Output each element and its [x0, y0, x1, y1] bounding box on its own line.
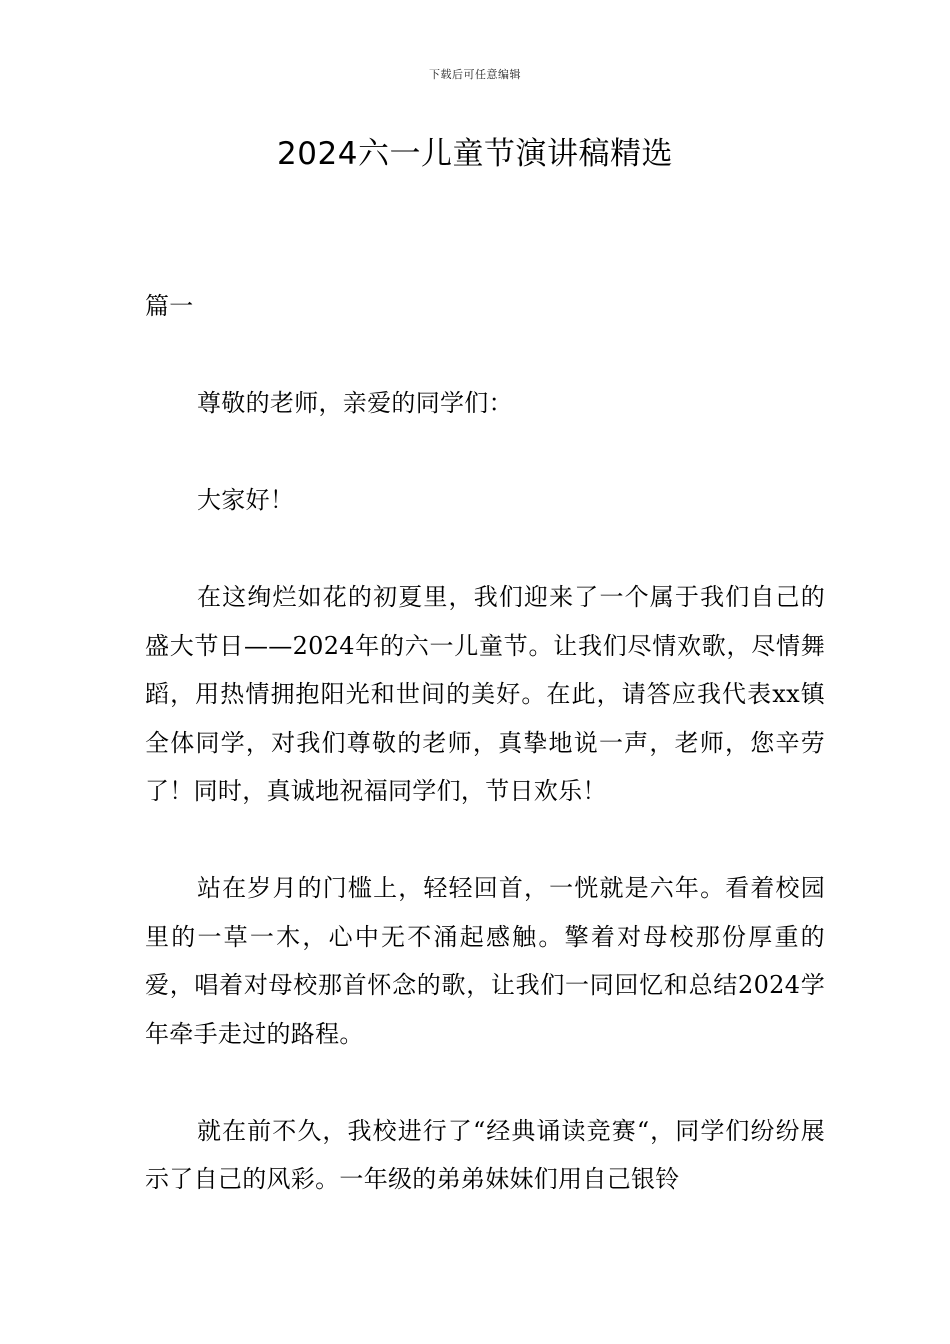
header-note: 下载后可任意编辑: [429, 68, 521, 81]
section-label: 篇一: [145, 292, 194, 320]
paragraph-contest: 就在前不久，我校进行了“经典诵读竞赛“，同学们纷纷展示了自己的风彩。一年级的弟弟妹妹们用自己银铃: [145, 1116, 825, 1193]
document-title: 2024六一儿童节演讲稿精选: [277, 136, 673, 172]
paragraph-greeting: 尊敬的老师，亲爱的同学们：: [197, 389, 513, 417]
paragraph-memories: 站在岁月的门槛上，轻轻回首，一恍就是六年。看着校园里的一草一木，心中无不涌起感触。擎着对母校那份厚重的爱，唱着对母校那首怀念的歌，让我们一同回忆和总结2024学年牵手走过的路程。: [145, 874, 825, 1048]
paragraph-festival: 在这绚烂如花的初夏里，我们迎来了一个属于我们自己的盛大节日——2024年的六一儿童节。让我们尽情欢歌，尽情舞蹈，用热情拥抱阳光和世间的美好。在此，请答应我代表xx镇全体同学，对我们尊敬的老师，真挚地说一声，老师，您辛劳了！同时，真诚地祝福同学们，节日欢乐！: [145, 583, 825, 805]
document-body: [145, 282, 825, 1204]
paragraph-hello: 大家好！: [197, 486, 295, 514]
